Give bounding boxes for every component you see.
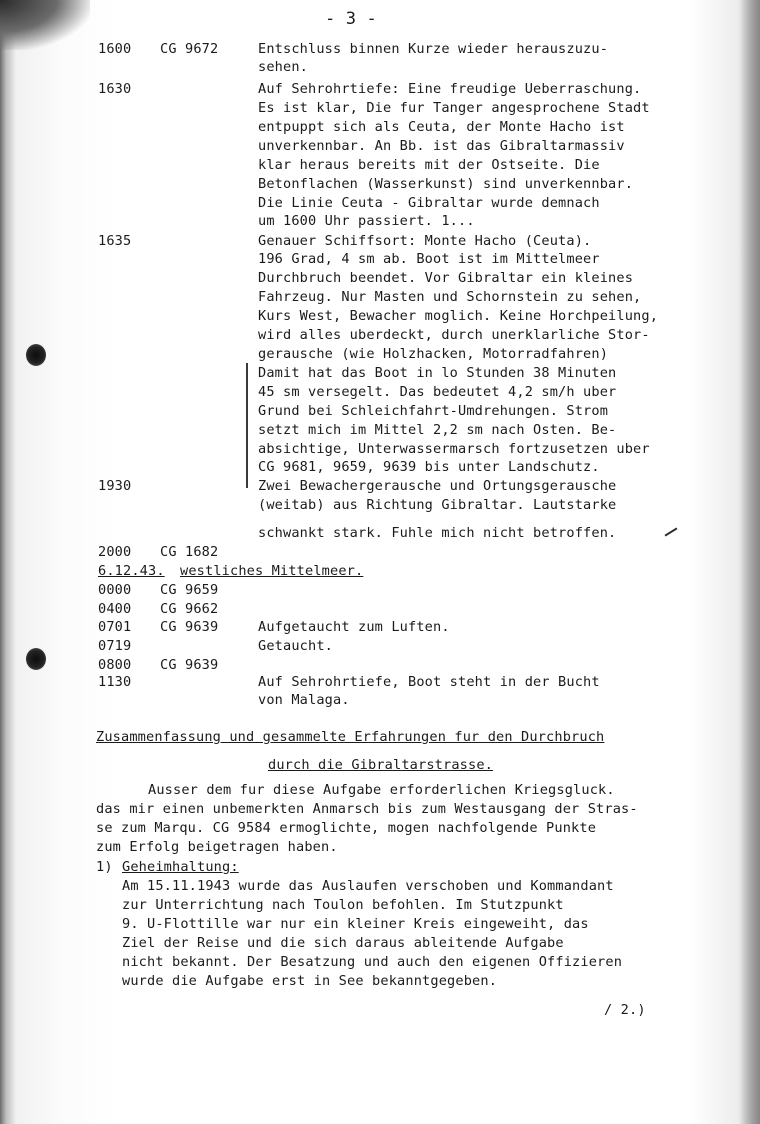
- log-time: 1635: [98, 233, 132, 249]
- log-time: 2000: [98, 544, 132, 560]
- log-text: Durchbruch beendet. Vor Gibraltar ein kleines: [258, 270, 634, 286]
- punch-hole-upper: [26, 344, 46, 366]
- log-text: Damit hat das Boot in lo Stunden 38 Minuten: [258, 365, 617, 381]
- log-text: 196 Grad, 4 sm ab. Boot ist im Mittelmeer: [258, 251, 600, 267]
- log-text: von Malaga.: [258, 692, 350, 708]
- point-line: Ziel der Reise und die sich daraus ableitende Aufgabe: [122, 935, 564, 951]
- summary-paragraph-line: Ausser dem fur diese Aufgabe erforderlichen Kriegsgluck.: [148, 782, 615, 798]
- log-position: CG 9672: [160, 41, 219, 57]
- log-time: 1930: [98, 478, 132, 494]
- log-time: 0701: [98, 619, 132, 635]
- scan-shadow-corner: [0, 0, 90, 50]
- summary-heading-continued: durch die Gibraltarstrasse.: [268, 757, 494, 773]
- log-time: 1630: [98, 81, 132, 97]
- log-text: Fahrzeug. Nur Masten und Schornstein zu sehen,: [258, 289, 642, 305]
- log-text: Grund bei Schleichfahrt-Umdrehungen. Strom: [258, 403, 609, 419]
- point-title: Geheimhaltung:: [122, 859, 239, 875]
- tick-mark: [665, 527, 678, 536]
- log-position: CG 9662: [160, 601, 219, 617]
- point-line: wurde die Aufgabe erst in See bekanntgegeben.: [122, 973, 498, 989]
- log-text: absichtige, Unterwassermarsch fortzusetzen uber: [258, 441, 650, 457]
- log-text: Die Linie Ceuta - Gibraltar wurde demnach: [258, 195, 600, 211]
- log-time: 0000: [98, 582, 132, 598]
- log-text: Aufgetaucht zum Luften.: [258, 619, 450, 635]
- log-position: CG 9639: [160, 657, 219, 673]
- point-line: 9. U-Flottille war nur ein kleiner Kreis eingeweiht, das: [122, 916, 589, 932]
- point-line: Am 15.11.1943 wurde das Auslaufen verschoben und Kommandant: [122, 878, 614, 894]
- point-line: nicht bekannt. Der Besatzung und auch den eigenen Offizieren: [122, 954, 623, 970]
- point-number: 1): [96, 859, 113, 875]
- log-text: um 1600 Uhr passiert. 1...: [258, 213, 475, 229]
- log-text: Auf Sehrohrtiefe: Eine freudige Ueberraschung.: [258, 81, 642, 97]
- log-text: (weitab) aus Richtung Gibraltar. Lautstarke: [258, 497, 617, 513]
- summary-paragraph-line: zum Erfolg beigetragen haben.: [96, 839, 338, 855]
- log-text: Genauer Schiffsort: Monte Hacho (Ceuta).: [258, 233, 592, 249]
- log-text: Entschluss binnen Kurze wieder herauszuzu-: [258, 41, 609, 57]
- continuation-marker: / 2.): [604, 1002, 646, 1018]
- summary-paragraph-line: se zum Marqu. CG 9584 ermoglichte, mogen nachfolgende Punkte: [96, 820, 597, 836]
- log-text: wird alles uberdeckt, durch unerklarliche Stor-: [258, 327, 650, 343]
- log-text: schwankt stark. Fuhle mich nicht betroffen.: [258, 525, 617, 541]
- log-text: Kurs West, Bewacher moglich. Keine Horchpeilung,: [258, 308, 659, 324]
- log-text: klar heraus bereits mit der Ostseite. Die: [258, 157, 600, 173]
- log-position: CG 1682: [160, 544, 219, 560]
- log-text: westliches Mittelmeer.: [180, 563, 364, 579]
- log-text: Betonflachen (Wasserkunst) sind unverkennbar.: [258, 176, 634, 192]
- log-text: sehen.: [258, 59, 309, 75]
- log-text: Auf Sehrohrtiefe, Boot steht in der Bucht: [258, 674, 600, 690]
- log-text: entpuppt sich als Ceuta, der Monte Hacho ist: [258, 119, 625, 135]
- log-position: CG 9659: [160, 582, 219, 598]
- summary-heading: Zusammenfassung und gesammelte Erfahrungen fur den Durchbruch: [96, 729, 605, 745]
- log-text: unverkennbar. An Bb. ist das Gibraltarmassiv: [258, 138, 625, 154]
- log-time: 0719: [98, 638, 132, 654]
- log-time: 0400: [98, 601, 132, 617]
- log-time: 1130: [98, 674, 132, 690]
- scan-shadow-edge: [738, 0, 760, 1124]
- log-text: gerausche (wie Holzhacken, Motorradfahren): [258, 346, 609, 362]
- log-text: setzt mich im Mittel 2,2 sm nach Osten. Be-: [258, 422, 617, 438]
- log-position: CG 9639: [160, 619, 219, 635]
- log-text: Getaucht.: [258, 638, 334, 654]
- log-text: Zwei Bewachergerausche und Ortungsgerausche: [258, 478, 617, 494]
- log-text: Es ist klar, Die fur Tanger angesprochene Stadt: [258, 100, 650, 116]
- log-time: 1600: [98, 41, 132, 57]
- summary-paragraph-line: das mir einen unbemerkten Anmarsch bis zum Westausgang der Stras-: [96, 801, 638, 817]
- page-number: - 3 -: [325, 9, 377, 29]
- punch-hole-lower: [26, 648, 46, 670]
- margin-mark: [246, 363, 248, 488]
- log-date: 6.12.43.: [98, 563, 165, 579]
- log-time: 0800: [98, 657, 132, 673]
- point-line: zur Unterrichtung nach Toulon befohlen. Im Stutzpunkt: [122, 897, 564, 913]
- log-text: CG 9681, 9659, 9639 bis unter Landschutz.: [258, 459, 600, 475]
- log-text: 45 sm versegelt. Das bedeutet 4,2 sm/h uber: [258, 384, 617, 400]
